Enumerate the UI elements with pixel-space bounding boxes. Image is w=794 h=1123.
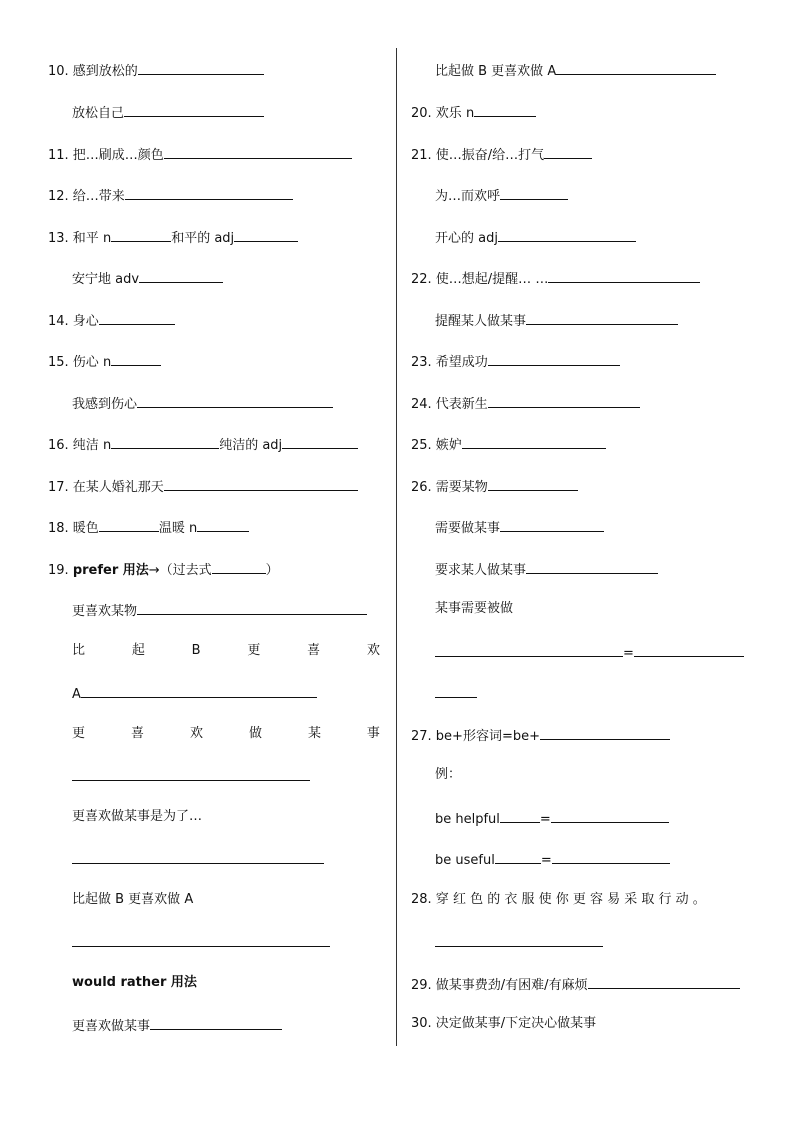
item-text: 30. 决定做某事/下定决心做某事 [411,1016,597,1031]
equals-sign: = [539,812,551,827]
answer-blank[interactable] [556,60,716,75]
item-text: 要求某人做某事 [435,563,527,578]
answer-blank[interactable] [99,517,159,532]
item-text: 16. 纯洁 n [48,438,112,453]
answer-blank[interactable] [462,434,606,449]
item-text: 19. [48,563,73,578]
answer-blank[interactable] [548,268,700,283]
item-text: →（过去式 [148,563,212,578]
item-text: 需要做某事 [435,521,501,536]
answer-blank[interactable] [72,932,330,947]
item-text: 更喜欢某物 [72,604,138,619]
item-text: 温暖 n [158,521,198,536]
item-15b [72,393,333,411]
item-22b [435,310,678,328]
spread-char: 某 [307,726,321,741]
answer-blank[interactable] [234,227,298,242]
item-text: 27. be+形容词=be+ [411,729,540,744]
answer-blank[interactable] [634,642,744,657]
item-26a [411,476,578,494]
item-19b-spread [72,642,380,660]
answer-blank[interactable] [526,310,678,325]
answer-blank[interactable] [488,351,620,366]
item-text: 更喜欢做某事 [72,1019,151,1034]
item-11 [48,144,352,162]
would-rather-heading [72,974,197,992]
answer-blank[interactable] [150,1015,282,1030]
answer-blank[interactable] [435,642,623,657]
spread-char: 更 [72,726,86,741]
answer-blank[interactable] [81,683,317,698]
item-text: 和平的 adj [171,231,235,246]
item-27-2 [435,849,670,867]
item-text: 28. 穿 红 色 的 衣 服 使 你 更 容 易 采 取 行 动 。 [411,892,706,907]
spread-char: 起 [131,643,145,658]
item-text: 我感到伤心 [72,397,138,412]
item-29 [411,974,740,992]
item-19 [48,559,279,577]
answer-blank[interactable] [495,849,541,864]
item-text: 12. 给…带来 [48,189,125,204]
item-27-1 [435,808,669,826]
item-text: 25. 嫉妒 [411,438,462,453]
answer-blank[interactable] [552,849,670,864]
item-19f [72,1015,282,1033]
item-text: 24. 代表新生 [411,397,488,412]
answer-blank[interactable] [111,434,219,449]
item-28-blank [435,932,603,950]
item-text: 22. 使…想起/提醒… … [411,272,549,287]
answer-blank[interactable] [435,932,603,947]
spread-char: 欢 [366,643,380,658]
item-10b [72,102,264,120]
item-26d [435,600,513,618]
item-19b-tail [72,683,317,701]
item-text: 比起做 B 更喜欢做 A [72,892,194,907]
item-19e [72,891,193,909]
answer-blank[interactable] [111,227,171,242]
answer-blank[interactable] [164,476,358,491]
answer-blank[interactable] [111,351,161,366]
answer-blank[interactable] [212,559,266,574]
answer-blank[interactable] [99,310,175,325]
answer-blank[interactable] [72,849,324,864]
spread-char: 更 [247,643,261,658]
item-25 [411,434,606,452]
item-text: 14. 身心 [48,314,99,329]
spread-char: 做 [248,726,262,741]
item-20 [411,102,536,120]
item-13b [72,268,223,286]
item-text: 例： [435,767,462,782]
item-text-bold: prefer 用法 [72,563,149,578]
answer-blank[interactable] [488,476,578,491]
answer-blank[interactable] [500,185,568,200]
answer-blank[interactable] [197,517,249,532]
item-21a [411,144,592,162]
item-text: 21. 使…振奋/给…打气 [411,148,545,163]
item-14 [48,310,175,328]
answer-blank[interactable] [500,517,604,532]
item-22a [411,268,700,286]
item-text: 比起做 B 更喜欢做 A [435,64,557,79]
spread-char: B [191,643,201,658]
spread-char: 喜 [307,643,321,658]
item-15a [48,351,161,369]
answer-blank[interactable] [124,102,264,117]
spread-char: 欢 [189,726,203,741]
answer-blank[interactable] [526,559,658,574]
item-text: 更喜欢做某事是为了… [72,809,203,824]
item-19c-blank [72,766,310,784]
item-r0 [435,60,716,78]
answer-blank[interactable] [551,808,669,823]
item-28 [411,891,706,909]
item-text: 开心的 adj [435,231,498,246]
item-21c [435,227,636,245]
item-text: 15. 伤心 n [48,355,112,370]
item-text: be useful [435,853,495,868]
item-24 [411,393,640,411]
item-text: 11. 把…刷成…颜色 [48,148,164,163]
answer-blank[interactable] [498,227,636,242]
item-text: A [72,687,81,702]
spread-char: 比 [72,643,86,658]
item-19a [72,600,367,618]
heading-text: would rather 用法 [72,975,197,990]
item-23 [411,351,620,369]
item-text: 17. 在某人婚礼那天 [48,480,164,495]
spread-char: 喜 [130,726,144,741]
answer-blank[interactable] [282,434,358,449]
answer-blank[interactable] [488,393,640,408]
equals-sign: = [623,646,634,661]
answer-blank[interactable] [544,144,592,159]
item-text: 13. 和平 n [48,231,112,246]
item-13a [48,227,298,245]
item-17 [48,476,358,494]
answer-blank[interactable] [139,268,223,283]
item-19c-spread [72,725,380,743]
item-26c [435,559,658,577]
answer-blank[interactable] [474,102,536,117]
answer-blank[interactable] [138,60,264,75]
item-16 [48,434,358,452]
item-text: 纯洁的 adj [219,438,283,453]
item-text: 20. 欢乐 n [411,106,475,121]
item-text: 提醒某人做某事 [435,314,527,329]
item-19d [72,808,202,826]
item-text: 为…而欢呼 [435,189,501,204]
answer-blank[interactable] [164,144,352,159]
item-text: be helpful [435,812,500,827]
item-text: 18. 暖色 [48,521,99,536]
item-26b [435,517,604,535]
item-26d-blanks [435,642,744,660]
item-12 [48,185,293,203]
answer-blank[interactable] [540,725,670,740]
item-21b [435,185,568,203]
answer-blank[interactable] [435,683,477,698]
item-text: 26. 需要某物 [411,480,488,495]
answer-blank[interactable] [137,600,367,615]
item-26d-blank-tail [435,683,477,701]
answer-blank[interactable] [125,185,293,200]
item-text: ） [265,563,279,578]
spread-char: 事 [366,726,380,741]
equals-sign: = [540,853,552,868]
item-text: 放松自己 [72,106,125,121]
item-19e-blank [72,932,330,950]
item-text: 10. 感到放松的 [48,64,138,79]
item-27-example [435,766,461,784]
answer-blank[interactable] [588,974,740,989]
answer-blank[interactable] [137,393,333,408]
item-text: 安宁地 adv [72,272,140,287]
item-30 [411,1015,596,1033]
answer-blank[interactable] [72,766,310,781]
item-27 [411,725,670,743]
item-text: 29. 做某事费劲/有困难/有麻烦 [411,978,588,993]
item-text: 某事需要被做 [435,601,514,616]
item-10a [48,60,264,78]
item-19d-blank [72,849,324,867]
item-18 [48,517,249,535]
column-divider [396,48,397,1046]
answer-blank[interactable] [500,808,540,823]
item-text: 23. 希望成功 [411,355,488,370]
